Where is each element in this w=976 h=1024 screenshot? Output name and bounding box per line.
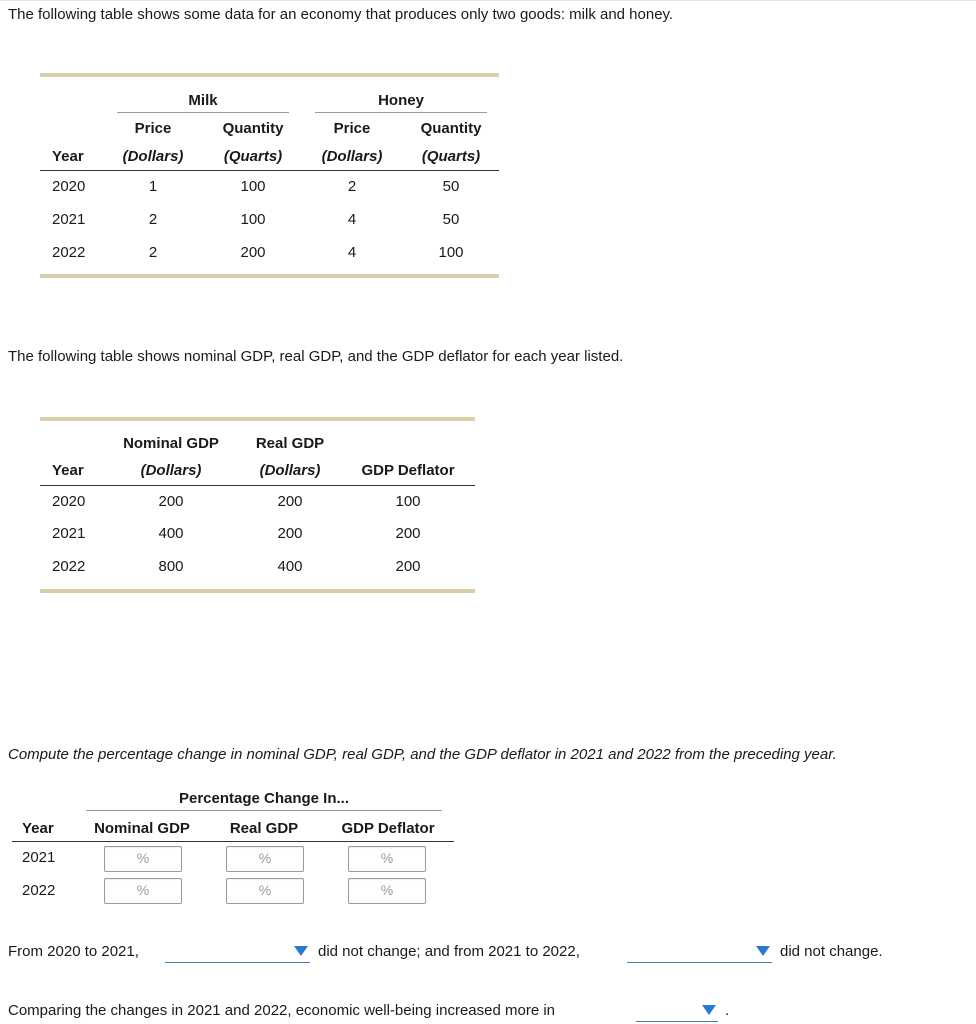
cell-milk-quantity: 100 xyxy=(240,178,266,195)
cell-gdp-deflator: 200 xyxy=(395,525,421,542)
table-title: Percentage Change In... xyxy=(178,790,350,807)
cell-milk-quantity: 100 xyxy=(240,211,266,228)
header-rule xyxy=(40,485,475,486)
cell-nominal-gdp: 800 xyxy=(158,558,184,575)
col-header-milk-price: Price xyxy=(134,120,172,137)
sentence1-part-a: From 2020 to 2021, xyxy=(8,943,139,960)
first-period-dropdown[interactable] xyxy=(165,940,310,963)
cell-honey-price: 4 xyxy=(347,244,357,261)
cell-real-gdp: 200 xyxy=(277,525,303,542)
percent-sign: % xyxy=(380,882,394,898)
nominal-gdp-2022-input[interactable] xyxy=(104,878,182,904)
real-gdp-2022-input[interactable] xyxy=(226,878,304,904)
gdp-deflator-2021-input[interactable] xyxy=(348,846,426,872)
cell-milk-price: 2 xyxy=(148,211,158,228)
chevron-down-icon xyxy=(294,946,308,956)
real-gdp-2021-input[interactable] xyxy=(226,846,304,872)
cell-gdp-deflator: 200 xyxy=(395,558,421,575)
col-header-honey-quantity: Quantity xyxy=(420,120,482,137)
sentence2-part-a: Comparing the changes in 2021 and 2022, economic well-being increased more in xyxy=(8,1002,556,1019)
cell-year: 2021 xyxy=(52,525,86,542)
header-rule xyxy=(12,841,454,842)
unit-honey-price: (Dollars) xyxy=(321,148,383,165)
col-header-year: Year xyxy=(52,148,84,165)
cell-milk-quantity: 200 xyxy=(240,244,266,261)
cell-year: 2020 xyxy=(52,493,86,510)
cell-year: 2022 xyxy=(52,558,86,575)
sentence2-period: . xyxy=(725,1002,730,1019)
col-header-nominal-gdp: Nominal GDP xyxy=(123,435,219,452)
table-bottom-bar xyxy=(40,274,499,278)
honey-group-underline xyxy=(315,112,487,113)
intro-text: The following table shows some data for an economy that produces only two goods: milk and honey. xyxy=(8,6,674,23)
chevron-down-icon xyxy=(702,1005,716,1015)
cell-year: 2021 xyxy=(22,849,56,866)
cell-real-gdp: 200 xyxy=(277,493,303,510)
percent-sign: % xyxy=(258,882,272,898)
year-comparison-dropdown[interactable] xyxy=(636,999,718,1022)
cell-year: 2022 xyxy=(52,244,86,261)
cell-honey-quantity: 50 xyxy=(442,178,460,195)
table-top-bar xyxy=(40,73,499,77)
gdp-deflator-2022-input[interactable] xyxy=(348,878,426,904)
unit-honey-quantity: (Quarts) xyxy=(421,148,481,165)
unit-nominal-gdp: (Dollars) xyxy=(140,462,202,479)
col-header-year: Year xyxy=(22,820,54,837)
col-header-real-gdp: Real GDP xyxy=(255,435,325,452)
unit-milk-price: (Dollars) xyxy=(122,148,184,165)
percent-sign: % xyxy=(258,850,272,866)
table-top-bar xyxy=(40,417,475,421)
col-header-year: Year xyxy=(52,462,84,479)
col-header-honey-price: Price xyxy=(333,120,371,137)
compute-text: Compute the percentage change in nominal GDP, real GDP, and the GDP deflator in 2021 and 2022 from the preceding year. xyxy=(8,746,837,763)
group-header-honey: Honey xyxy=(378,92,424,109)
cell-honey-price: 4 xyxy=(347,211,357,228)
cell-year: 2020 xyxy=(52,178,86,195)
cell-real-gdp: 400 xyxy=(277,558,303,575)
col-header-gdp-deflator: GDP Deflator xyxy=(361,462,455,479)
chevron-down-icon xyxy=(756,946,770,956)
group-header-milk: Milk xyxy=(188,92,218,109)
cell-honey-price: 2 xyxy=(347,178,357,195)
table-bottom-bar xyxy=(40,589,475,593)
sentence1-part-c: did not change. xyxy=(780,943,883,960)
percent-sign: % xyxy=(136,882,150,898)
col-header-nominal-gdp: Nominal GDP xyxy=(94,820,190,837)
title-underline xyxy=(86,810,442,811)
sentence1-part-b: did not change; and from 2021 to 2022, xyxy=(318,943,580,960)
cell-nominal-gdp: 200 xyxy=(158,493,184,510)
col-header-real-gdp: Real GDP xyxy=(229,820,299,837)
unit-milk-quantity: (Quarts) xyxy=(223,148,283,165)
top-divider xyxy=(0,0,976,5)
cell-honey-quantity: 100 xyxy=(438,244,464,261)
cell-gdp-deflator: 100 xyxy=(395,493,421,510)
cell-nominal-gdp: 400 xyxy=(158,525,184,542)
cell-milk-price: 2 xyxy=(148,244,158,261)
gdp-text: The following table shows nominal GDP, real GDP, and the GDP deflator for each year listed. xyxy=(8,348,624,365)
header-rule xyxy=(40,170,499,171)
cell-honey-quantity: 50 xyxy=(442,211,460,228)
milk-group-underline xyxy=(117,112,289,113)
cell-milk-price: 1 xyxy=(148,178,158,195)
nominal-gdp-2021-input[interactable] xyxy=(104,846,182,872)
cell-year: 2021 xyxy=(52,211,86,228)
second-period-dropdown[interactable] xyxy=(627,940,772,963)
cell-year: 2022 xyxy=(22,882,56,899)
unit-real-gdp: (Dollars) xyxy=(259,462,321,479)
col-header-gdp-deflator: GDP Deflator xyxy=(341,820,435,837)
percent-sign: % xyxy=(380,850,394,866)
percent-sign: % xyxy=(136,850,150,866)
col-header-milk-quantity: Quantity xyxy=(222,120,284,137)
